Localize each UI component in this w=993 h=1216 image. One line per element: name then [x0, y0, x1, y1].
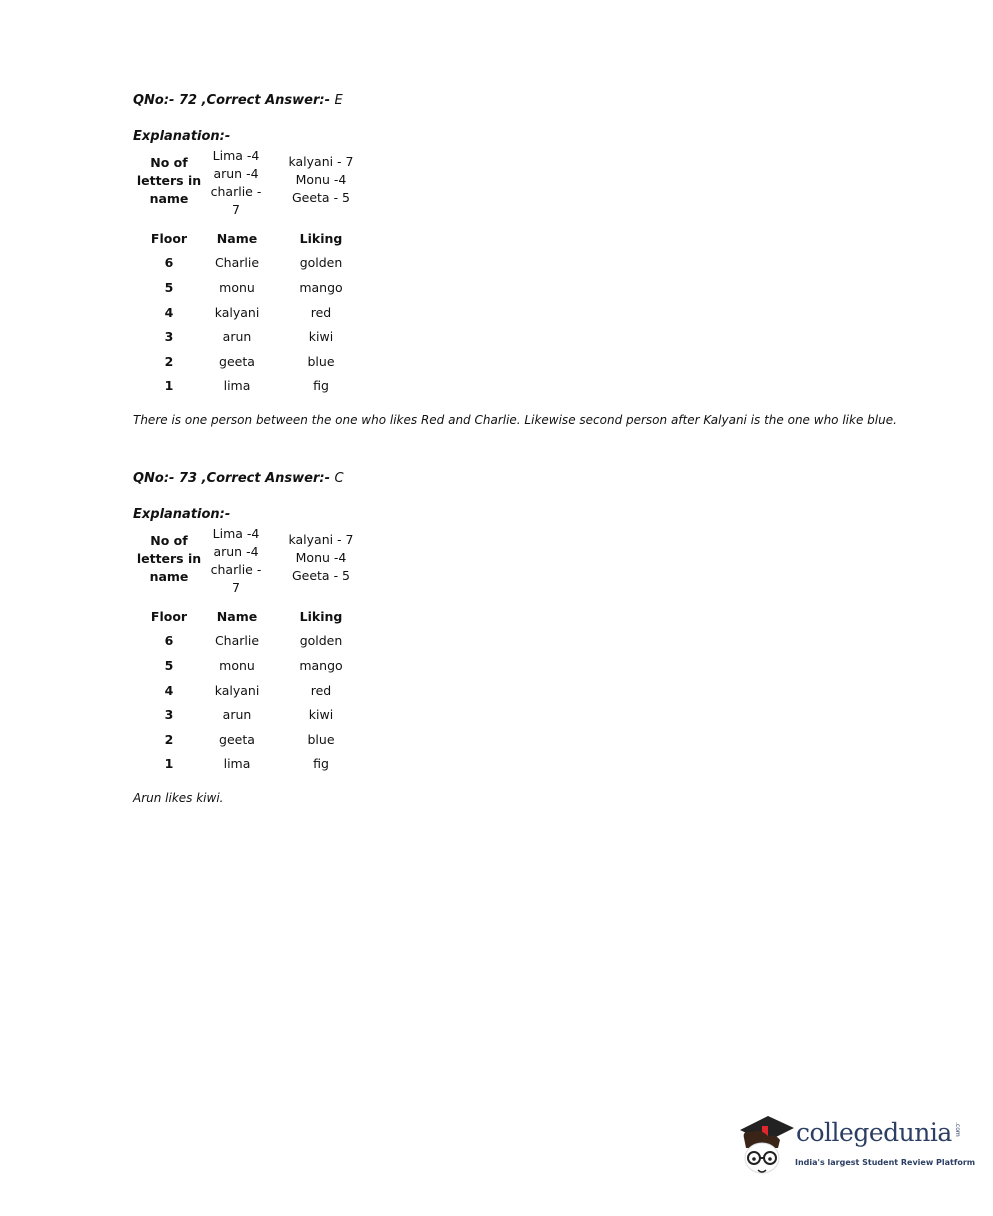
- table-row: 1 lima fig: [164, 378, 329, 394]
- explanation-note: There is one person between the one who likes Red and Charlie. Likewise second person after Kalyani is the one who like blue.: [133, 413, 897, 428]
- question-header: [133, 92, 893, 110]
- table-header-row: [133, 226, 373, 251]
- table-row: 5 monu mango: [164, 657, 343, 673]
- table-row: 4 kalyani red: [164, 304, 332, 320]
- table-row: 6 Charlie golden: [164, 255, 343, 271]
- logo-wordmark: collegedunia: [796, 1118, 952, 1147]
- explanation-label: Explanation:-: [133, 129, 231, 144]
- column-header-name: Name: [216, 230, 258, 246]
- collegedunia-logo: [738, 1108, 976, 1180]
- letter-count-section: [133, 526, 893, 596]
- letter-count-group-2: kalyani - 7 Monu -4 Geeta - 5: [288, 154, 354, 205]
- logo-domain: .com: [954, 1122, 961, 1137]
- table-row: 6 Charlie golden: [164, 633, 343, 649]
- table-row: 2 geeta blue: [164, 353, 335, 369]
- correct-answer: E: [334, 93, 343, 108]
- column-header-floor: Floor: [150, 230, 188, 246]
- logo-tagline: India's largest Student Review Platform: [795, 1158, 976, 1167]
- question-number: QNo:- 73 ,Correct Answer:-: [133, 471, 335, 486]
- column-header-liking: Liking: [299, 230, 343, 246]
- column-header-floor: Floor: [150, 608, 188, 624]
- letter-count-header: No of letters in name: [136, 533, 202, 584]
- table-row: 5 monu mango: [164, 279, 343, 295]
- floor-table: [133, 604, 373, 776]
- letter-count-group-1: Lima -4 arun -4 charlie - 7: [210, 526, 262, 595]
- table-row: 1 lima fig: [164, 756, 329, 772]
- question-73-block: [133, 470, 893, 806]
- question-number: QNo:- 72 ,Correct Answer:-: [133, 93, 335, 108]
- letter-count-section: [133, 148, 893, 218]
- letter-count-group-1: Lima -4 arun -4 charlie - 7: [210, 148, 262, 217]
- table-row: 3 arun kiwi: [164, 707, 334, 723]
- floor-table: [133, 226, 373, 398]
- explanation-note: Arun likes kiwi.: [133, 791, 224, 806]
- question-72-block: [133, 92, 897, 428]
- explanation-label: Explanation:-: [133, 507, 231, 522]
- student-mascot-icon: [738, 1108, 794, 1180]
- column-header-name: Name: [216, 608, 258, 624]
- table-row: 3 arun kiwi: [164, 329, 334, 345]
- question-header: [133, 470, 893, 488]
- letter-count-group-2: kalyani - 7 Monu -4 Geeta - 5: [288, 532, 354, 583]
- table-header-row: [133, 604, 373, 629]
- table-row: 2 geeta blue: [164, 731, 335, 747]
- table-row: 4 kalyani red: [164, 682, 332, 698]
- column-header-liking: Liking: [299, 608, 343, 624]
- correct-answer: C: [334, 471, 344, 486]
- letter-count-header: No of letters in name: [136, 155, 202, 206]
